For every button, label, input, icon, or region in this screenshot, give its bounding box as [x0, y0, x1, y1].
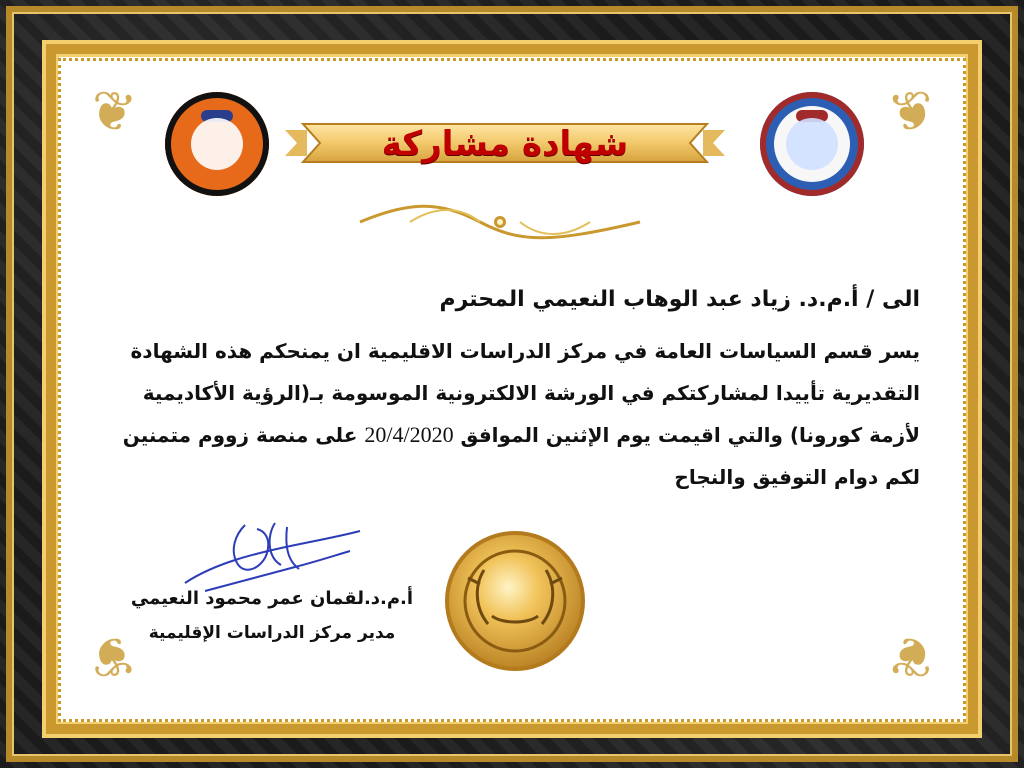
certificate-body	[100, 330, 920, 498]
gold-seal	[440, 526, 590, 676]
title-ribbon	[285, 108, 725, 178]
event-date: 20/4/2020	[364, 422, 454, 447]
corner-ornament-bottom-right: ❦	[883, 621, 940, 692]
corner-ornament-top-left: ❦	[84, 76, 141, 147]
body-part-1: يسر قسم السياسات العامة في مركز الدراسات الاقليمية ان يمنحكم هذه الشهادة التقديرية تأييدا لمشاركتكم في الورشة الالكترونية الموسومة بـ(الرؤية الأكاديمية لأزمة كورونا) والتي اقيمت يوم الإثنين الموافق	[130, 339, 920, 447]
corner-ornament-top-right: ❦	[883, 76, 940, 147]
university-logo	[165, 92, 269, 196]
flourish-graphic	[350, 196, 650, 248]
recipient-line: الى / أ.م.د. زياد عبد الوهاب النعيمي المحترم	[439, 287, 920, 312]
certificate-text	[100, 280, 920, 498]
body-part-2: على منصة زووم متمنين لكم دوام التوفيق والنجاح	[122, 423, 920, 489]
gold-seal-icon	[440, 526, 590, 676]
logo-emblem-icon	[191, 118, 243, 170]
regional-studies-center-logo	[760, 92, 864, 196]
certificate-title: شهادة مشاركة	[381, 124, 629, 164]
logo-emblem-icon	[786, 118, 838, 170]
corner-ornament-bottom-left: ❦	[84, 621, 141, 692]
signatory-block	[92, 585, 452, 647]
signatory-title: مدير مركز الدراسات الإقليمية	[148, 623, 396, 643]
decorative-flourish	[350, 196, 650, 248]
signatory-name: أ.م.د.لقمان عمر محمود النعيمي	[130, 588, 414, 609]
